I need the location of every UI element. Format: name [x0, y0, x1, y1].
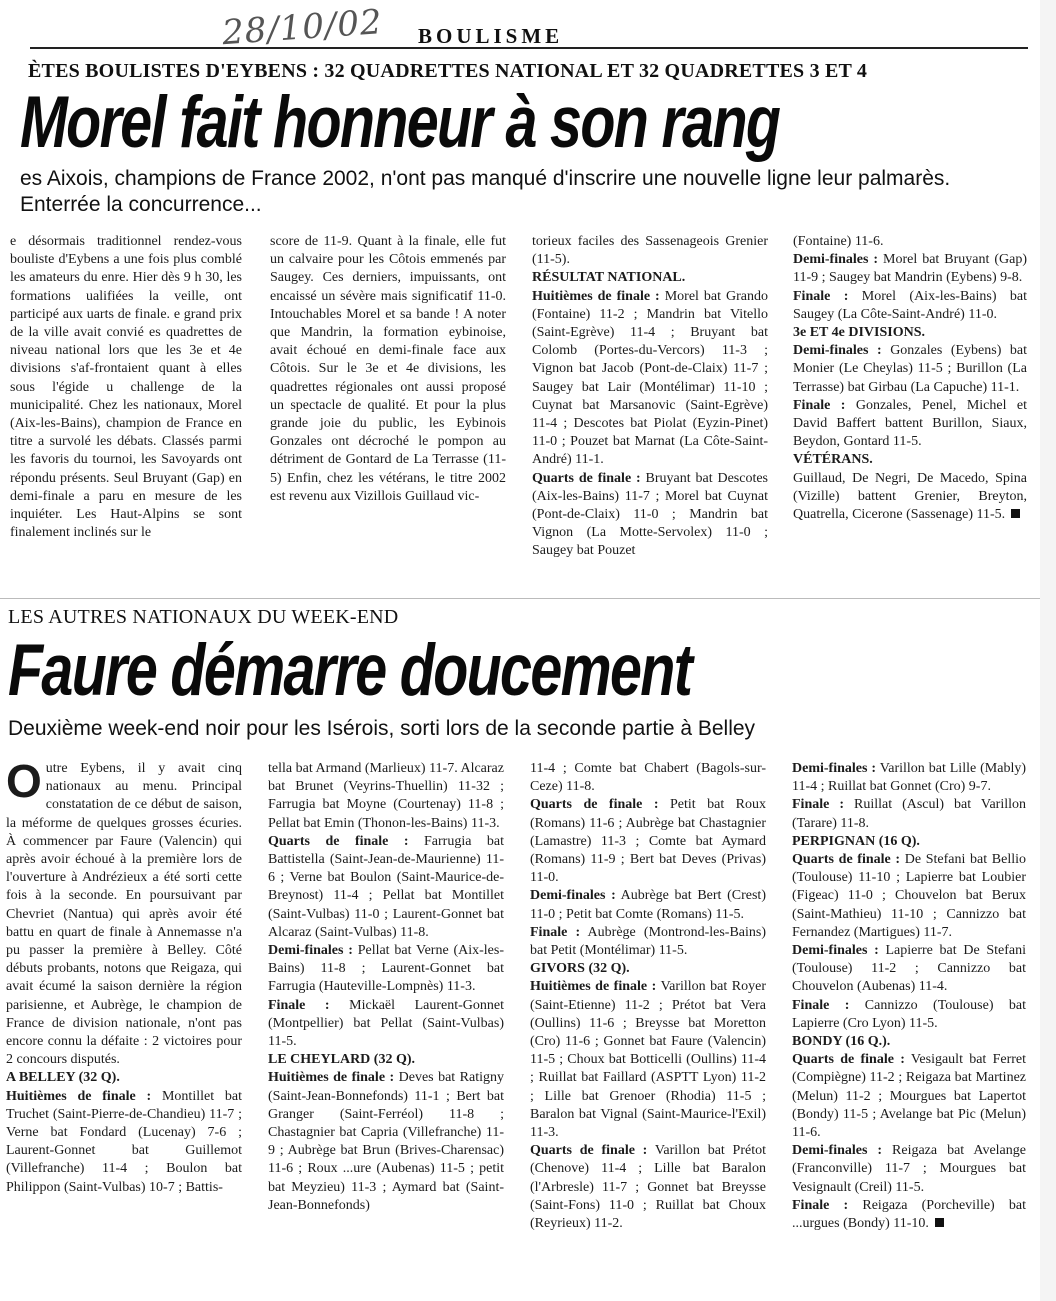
article2-perpignan-finale-label: Finale : [792, 997, 850, 1013]
article2-belley-huitiemes-label: Huitièmes de finale : [6, 1088, 152, 1104]
article1-div-demi-label: Demi-finales : [793, 343, 882, 359]
article2-belley-quarts-label: Quarts de finale : [268, 833, 409, 849]
article-divider [0, 598, 1040, 599]
article2-bondy-demi-text: Reigaza bat Avelange (Franconville) 11-7 ; Mourgues bat Vesignault (Creil) 11-5. [792, 1143, 1026, 1195]
article1-finale-text: Morel (Aix-les-Bains) bat Saugey (La Côte-Saint-André) 11-0. [793, 288, 1027, 322]
article1-veterans-text: Guillaud, De Negri, De Macedo, Spina (Vizille) battent Grenier, Breyton, Quatrella, Cicerone (Sassenage) 11-5. [793, 470, 1027, 523]
article2-cheylard-demi-label: Demi-finales : [530, 888, 616, 904]
article2-cheylard-quarts-label: Quarts de finale : [530, 797, 659, 813]
article2-col2-intro: tella bat Armand (Marlieux) 11-7. Alcaraz bat Brunet (Veyrins-Thuellin) 11-32 ; Farrugia bat Moyne (Courtenay) 11-8 ; Pellat bat Emin (Thonon-les-Bains) 11-3. [268, 761, 504, 831]
article1-huitiemes-label: Huitièmes de finale : [532, 288, 660, 304]
article2-cheylard-finale-text: Aubrège (Montrond-les-Bains) bat Petit (Montélimar) 11-5. [530, 924, 766, 959]
adjacent-page-edge [1040, 0, 1056, 1301]
article2-col3-intro: 11-4 ; Comte bat Chabert (Bagols-sur-Ceze) 11-8. [530, 761, 766, 795]
article2-belley-finale-text: Mickaël Laurent-Gonnet (Montpellier) bat Pellat (Saint-Vulbas) 11-5. [268, 997, 505, 1050]
handwritten-date: 28/10/02 [220, 2, 384, 54]
article2-dropcap: O [6, 755, 42, 807]
article2-column-1 [6, 755, 243, 1197]
article2-belley-quarts-text: Farrugia bat Battistella (Saint-Jean-de-Maurienne) 11-6 ; Verne bat Boulon (Saint-Maurice-de-Breynost) 11-4 ; Pellat bat Montillet (Saint-Vulbas) 11-0 ; Laurent-Gonnet bat Alcaraz (Saint-Vulbas) 11-8. [268, 833, 505, 940]
article2-cheylard-title: LE CHEYLARD (32 Q). [268, 1052, 416, 1068]
article2-givors-huitiemes-text: Varillon bat Royer (Saint-Etienne) 11-2 ; Prétot bat Vera (Oullins) 11-6 ; Breysse bat Moretton (Cro) 11-6 ; Gonnet bat Faure (Valencin) 11-5 ; Choux bat Botticelli (Oullins) 11-4 ; Ruillat bat Faillard (ASPTT Lyon) 11-2 ; Lille bat Grenoer (Rhodia) 11-5 ; Baralon bat Vignal (Saint-Maurice-l'Exil) 11-3. [530, 979, 767, 1141]
article2-belley-title: A BELLEY (32 Q). [6, 1070, 120, 1086]
article2-column-3 [530, 760, 766, 1233]
end-of-article-mark [935, 1218, 944, 1227]
article2-givors-finale-text: Ruillat (Ascul) bat Varillon (Tarare) 11-8. [792, 797, 1026, 831]
article1-div-finale-text: Gonzales, Penel, Michel et David Baffert battent Burillon, Siaux, Beydon, Gontard 11-5. [793, 397, 1028, 450]
article1-divisions-title: 3e ET 4e DIVISIONS. [793, 325, 925, 341]
article1-kicker: ÈTES BOULISTES D'EYBENS : 32 QUADRETTES NATIONAL ET 32 QUADRETTES 3 ET 4 [28, 60, 868, 82]
article1-demi-text: Morel bat Bruyant (Gap) 11-9 ; Saugey bat Mandrin (Eybens) 9-8. [793, 252, 1027, 286]
article2-belley-huitiemes-text: Montillet bat Truchet (Saint-Pierre-de-Chandieu) 11-7 ; Verne bat Fondard (Lucenay) 7-6 ; Laurent-Gonnet bat Guillemot (Villefranche) 11-4 ; Boulon bat Philippon (Saint-Vulbas) 10-7 ; Battis- [6, 1088, 243, 1195]
article2-cheylard-quarts-text: Petit bat Roux (Romans) 11-6 ; Aubrège bat Chastagnier (Lamastre) 11-3 ; Comte bat Aymard (Romans) 11-9 ; Bert bat Deves (Privas) 11-0. [530, 797, 767, 886]
article1-column-1 [10, 233, 242, 542]
article1-column-2 [270, 233, 506, 506]
article2-givors-huitiemes-label: Huitièmes de finale : [530, 979, 657, 995]
article1-div-demi-text: Gonzales (Eybens) bat Monier (Le Cheylas) 11-5 ; Burillon (La Terrasse) bat Girbau (La Capuche) 11-1. [793, 343, 1028, 395]
article2-givors-quarts-label: Quarts de finale : [530, 1143, 648, 1159]
end-of-article-mark [1011, 509, 1020, 518]
article2-belley-demi-text: Pellat bat Verne (Aix-les-Bains) 11-8 ; Laurent-Gonnet bat Farrugia (Hauteville-Lompnès) 11-3. [268, 943, 504, 995]
article2-cheylard-finale-label: Finale : [530, 924, 581, 940]
article2-kicker: LES AUTRES NATIONAUX DU WEEK-END [8, 606, 399, 628]
article2-bondy-title: BONDY (16 Q.). [792, 1034, 891, 1050]
article2-belley-finale-label: Finale : [268, 997, 330, 1013]
article1-headline: Morel fait honneur à son rang [20, 81, 780, 163]
article2-cheylard-huitiemes-label: Huitièmes de finale : [268, 1070, 395, 1086]
article2-givors-title: GIVORS (32 Q). [530, 961, 630, 977]
article2-bondy-quarts-label: Quarts de finale : [792, 1052, 905, 1068]
article2-bondy-finale-text: Reigaza (Porcheville) bat ...urgues (Bondy) 11-10. [792, 1197, 1027, 1232]
article2-belley-demi-label: Demi-finales : [268, 943, 353, 959]
article2-givors-demi-label: Demi-finales : [792, 761, 877, 776]
article2-bondy-quarts-text: Vesigault bat Ferret (Compiègne) 11-2 ; Reigaza bat Martinez (Melun) 11-2 ; Mourgues bat Lapertot (Bondy) 11-5 ; Avelange bat Pic (Melun) 11-6. [792, 1052, 1026, 1141]
article2-cheylard-huitiemes-text: Deves bat Ratigny (Saint-Jean-Bonnefonds) 11-1 ; Bert bat Granger (Saint-Ferréol) 11-8 ; Chastagnier bat Capria (Villefranche) 11-9 ; Aubrège bat Brun (Brives-Charensac) 11-6 ; Roux ...ure (Aubenas) 11-5 ; petit bat Meyzieu) 11-3 ; Aymard bat (Saint-Jean-Bonnefonds) [268, 1070, 504, 1213]
article2-perpignan-finale-text: Cannizzo (Toulouse) bat Lapierre (Cro Lyon) 11-5. [792, 997, 1026, 1031]
article1-quarts-label: Quarts de finale : [532, 470, 641, 486]
article1-demi-label: Demi-finales : [793, 252, 879, 268]
article1-lead: es Aixois, champions de France 2002, n'ont pas manqué d'inscrire une nouvelle ligne leur palmarès. Enterrée la concurrence... [20, 167, 951, 216]
article1-col3-intro: torieux faciles des Sassenageois Grenier (11-5). [532, 234, 768, 268]
article2-perpignan-demi-text: Lapierre bat De Stefani (Toulouse) 11-2 ; Cannizzo bat Chouvelon (Aubenas) 11-4. [792, 943, 1027, 995]
article2-bondy-demi-label: Demi-finales : [792, 1143, 883, 1159]
article1-col2-text: score de 11-9. Quant à la finale, elle fut un calvaire pour les Côtois emmenés par Saugey. Ces derniers, impuissants, ont encaissé un sévère mais significatif 11-0. Intouchables Morel et sa bande ! A noter que Mandrin, la formation eybinoise, avait échoué en demi-finale face aux Côtois. Sur le 3e et 4e divisions, les quadrettes régionales ont aussi proposé un spectacle de qualité. Et pour la plus grande joie du public, les Eybinois Gonzales ont décroché le pompon au détriment de Gontard de La Terrasse (11-5) Enfin, chez les vétérans, le titre 2002 est revenu aux Vizillois Guillaud vic- [270, 234, 506, 504]
article2-column-2 [268, 760, 504, 1215]
article1-col4-intro: (Fontaine) 11-6. [793, 234, 884, 249]
article1-col1-text: e désormais traditionnel rendez-vous bouliste d'Eybens a une fois plus comblé les amateurs du enre. Hier dès 9 h 30, les formations ualifiées la veille, ont participé aux uarts de finale. e grand prix de la ville avait convié es quadrettes de niveau national lors que les 3e et 4e divisions s'af-frontaient quant à elles sous l'égide u challenge de la municipalité. Chez les nationaux, Morel (Aix-les-Bains), champion de France en titre a survolé les débats. Classés parmi les favoris du tournoi, les Savoyards ont répondu présents. Seul Bruyant (Gap) en demi-finale a paru en mesure de les inquiéter. Les Haut-Alpins se sont finalement inclinés sur le [10, 234, 242, 541]
article2-givors-quarts-text: Varillon bat Prétot (Chenove) 11-4 ; Lille bat Baralon (l'Arbresle) 11-7 ; Gonnet bat Breysse (Saint-Fons) 11-0 ; Ruillat bat Choux (Reyrieux) 11-2. [530, 1143, 767, 1232]
article1-column-3 [532, 233, 768, 561]
article1-finale-label: Finale : [793, 288, 849, 304]
article2-bondy-finale-label: Finale : [792, 1197, 849, 1213]
article2-perpignan-demi-label: Demi-finales : [792, 943, 879, 959]
article2-perpignan-quarts-text: De Stefani bat Bellio (Toulouse) 11-10 ; Lapierre bat Loubier (Figeac) 11-0 ; Chouvelon bat Berux (Saint-Mathieu) 11-10 ; Cannizzo bat Fernandez (Martigues) 11-7. [792, 852, 1027, 940]
article2-givors-demi-text: Varillon bat Lille (Mably) 11-4 ; Ruillat bat Gonnet (Cro) 9-7. [792, 761, 1026, 795]
article1-huitiemes-text: Morel bat Grando (Fontaine) 11-2 ; Mandrin bat Vitello (Saint-Egrève) 11-4 ; Bruyant bat Colomb (Portes-du-Vercors) 11-3 ; Vignon bat Jacob (Pont-de-Claix) 11-7 ; Saugey bat Lair (Montélimar) 11-10 ; Cuynat bat Marsanovic (Saint-Egrève) 11-4 ; Descotes bat Piolat (Eyzin-Pinet) 11-0 ; Pouzet bat Marnat (La Côte-Saint-André) 11-1. [532, 288, 769, 468]
article1-div-finale-label: Finale : [793, 397, 846, 413]
article2-headline: Faure démarre doucement [8, 629, 692, 711]
section-rubric: BOULISME [418, 24, 564, 48]
article2-col1-text: utre Eybens, il y avait cinq nationaux au menu. Principal constatation de ce début de saison, la méforme de quelques grosses écuries. À commencer par Faure (Valencin) qui après avoir échoué à la première lors de l'ouverture à Andrézieux a été sorti cette fois à la seconde. En poursuivant par Chevriet (Nantua) qui après avoir été battu en quart de finale à Annemasse n'a pu passer la première à Belley. Côté débuts probants, notons que Reigaza, qui avait écumé la saison dernière la région parisienne, et Aubrège, le champion de France de division nationale, n'ont pas encore connu la défaite : 2 victoires pour 2 concours disputés. [6, 761, 242, 1068]
article2-givors-finale-label: Finale : [792, 797, 844, 813]
article2-column-4 [792, 760, 1026, 1233]
article2-perpignan-quarts-label: Quarts de finale : [792, 852, 901, 868]
article1-result-title: RÉSULTAT NATIONAL. [532, 270, 686, 286]
article2-lead: Deuxième week-end noir pour les Isérois, sorti lors de la seconde partie à Belley [8, 717, 756, 740]
article1-quarts-text: Bruyant bat Descotes (Aix-les-Bains) 11-7 ; Morel bat Cuynat (Pont-de-Claix) 11-0 ; Mandrin bat Vignon (La Motte-Servolex) 11-0 ; Saugey bat Pouzet [532, 470, 769, 559]
article2-perpignan-title: PERPIGNAN (16 Q). [792, 833, 920, 849]
article2-cheylard-demi-text: Aubrège bat Bert (Crest) 11-0 ; Petit bat Comte (Romans) 11-5. [530, 888, 766, 922]
article1-column-4 [793, 233, 1027, 524]
article1-veterans-title: VÉTÉRANS. [793, 452, 873, 468]
header-rule [30, 47, 1028, 49]
